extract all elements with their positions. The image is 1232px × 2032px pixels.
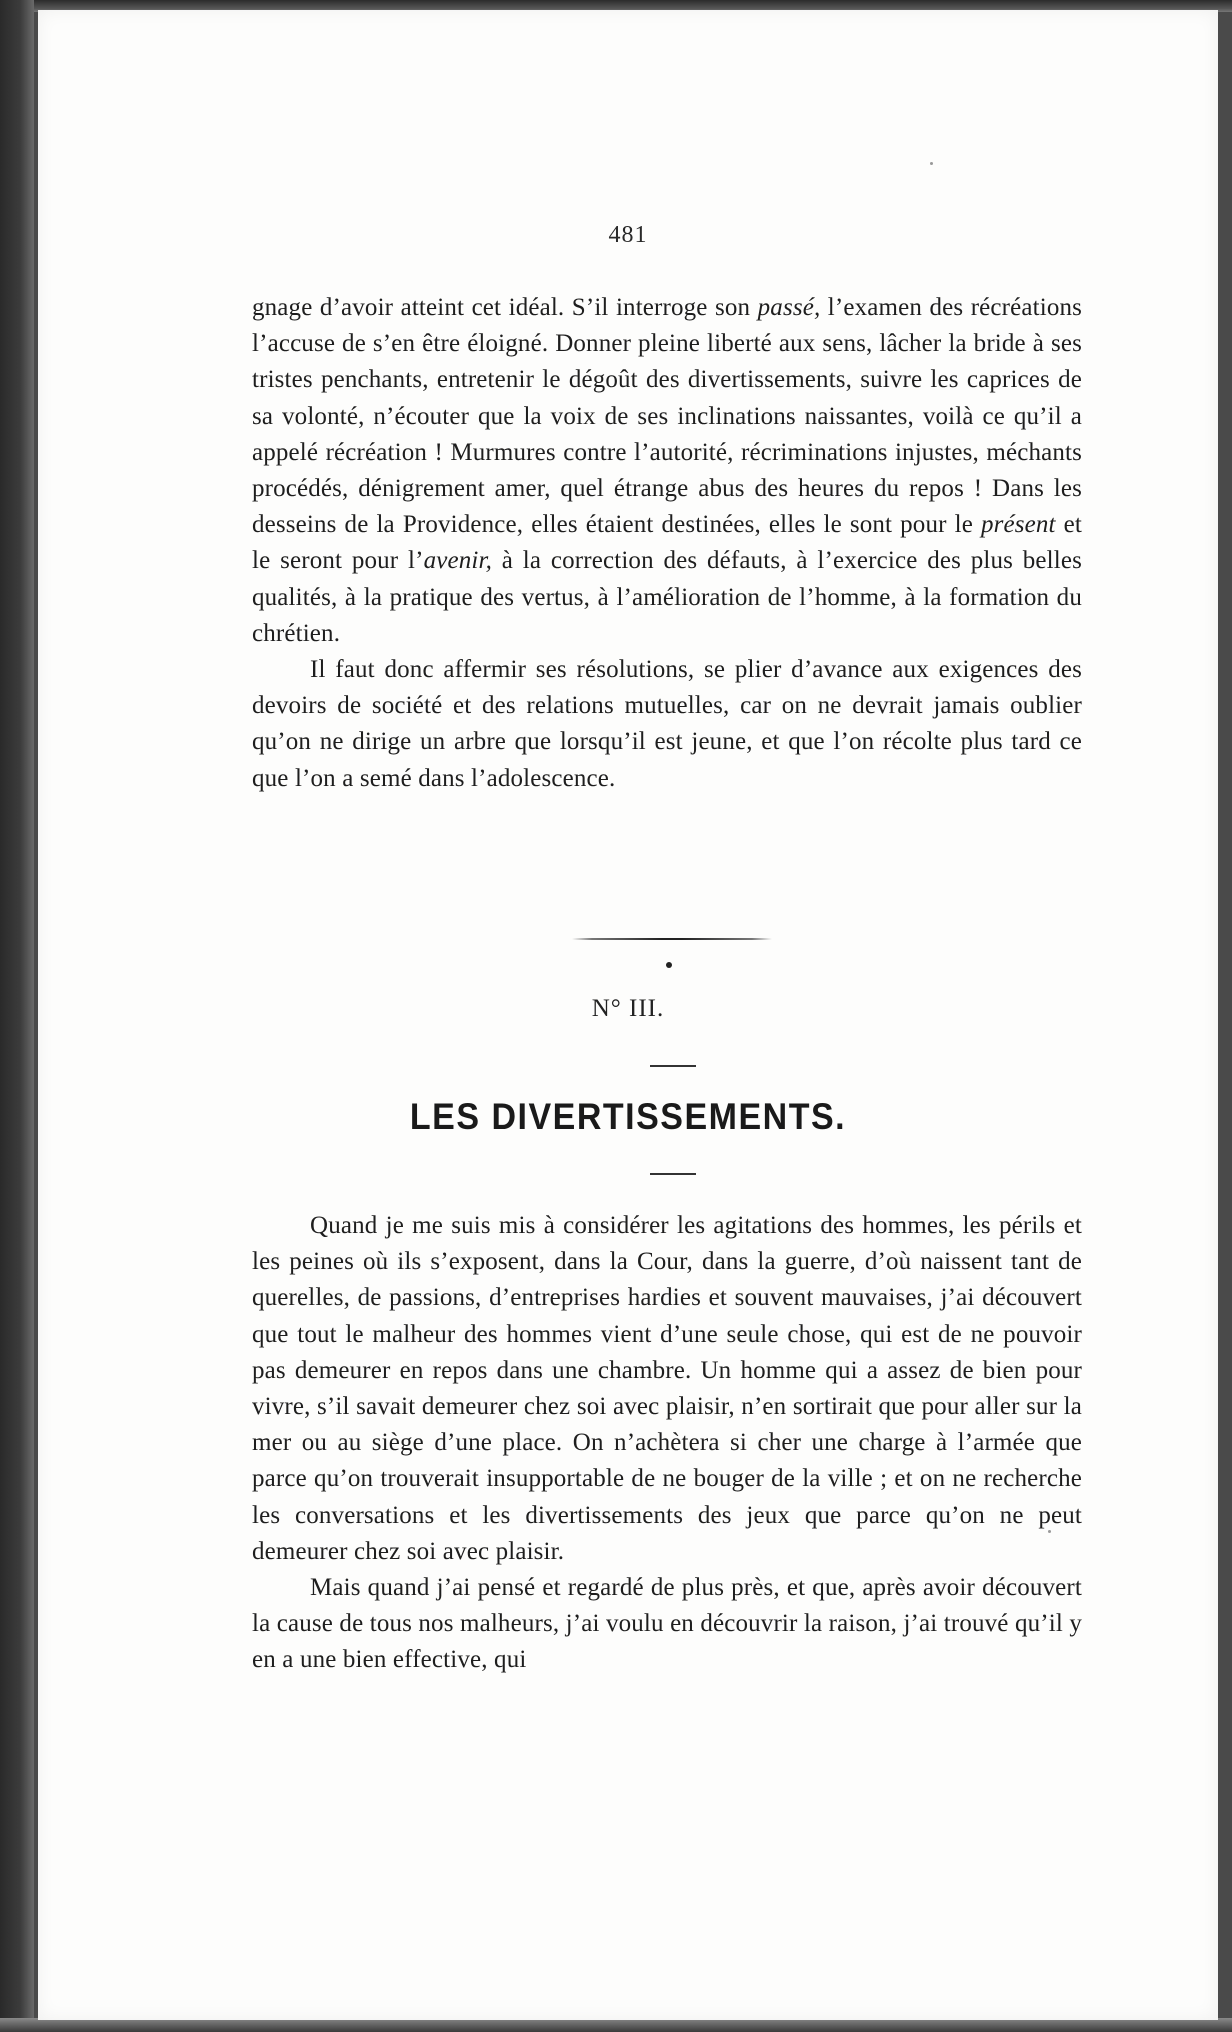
- body-paragraph-2: Mais quand j’ai pensé et regardé de plus près, et que, après avoir découvert la cause de tous nos malheurs, j’ai voulu en découvrir la raison, j’ai trouvé qu’il y en a une bien effective, qui: [252, 1574, 1082, 1674]
- section-title: LES DIVERTISSEMENTS.: [409, 1096, 847, 1138]
- emphasis-present: présent: [980, 511, 1056, 539]
- emphasis-passe: passé,: [757, 294, 821, 321]
- title-rule-top: [650, 1065, 696, 1067]
- emphasis-avenir: avenir,: [423, 547, 493, 575]
- intro-paragraph-2: Il faut donc affermir ses résolutions, se plier d’avance aux exigences des devoirs de société et des relations mutuelles, car on ne devrait jamais oublier qu’on ne dirige un arbre que lorsqu’il est jeune, et que l’on récolte plus tard ce que l’on a semé dans l’adolescence.: [252, 656, 1082, 792]
- section-ornament: [572, 930, 772, 970]
- body-paragraph-1: Quand je me suis mis à considérer les agitations des hommes, les périls et les peines où ils s’exposent, dans la Cour, dans la guerre, d’où naissent tant de querelles, de passions, d’entreprises hardies et souvent mauvaises, j’ai découvert que tout le malheur des hommes vient d’une seule chose, qui est de ne pouvoir pas demeurer en repos dans une chambre. Un homme qui a assez de bien pour vivre, s’il savait demeurer chez soi avec plaisir, n’en sortirait que pour aller sur la mer ou au siège d’une place. On n’achètera si cher une charge à l’armée que parce qu’on trouverait insupportable de ne bouger de la ville ; et on ne recherche les conversations et les divertissements des jeux que parce qu’on ne peut demeurer chez soi avec plaisir.: [252, 1212, 1082, 1565]
- text-run: et le seront pour l’: [252, 511, 1082, 575]
- book-binding-edge: [0, 0, 34, 2032]
- text-run: gnage d’avoir atteint cet idéal. S’il interroge son: [252, 294, 758, 321]
- section-number: N° III.: [591, 995, 665, 1022]
- scan-bottom-edge: [0, 2018, 1232, 2032]
- book-page: [38, 10, 1218, 2020]
- paper-speck: [930, 162, 933, 165]
- body-text: [252, 1208, 1082, 1679]
- title-rule-bottom: [650, 1173, 696, 1175]
- ornament-rule: [572, 938, 772, 940]
- ornament-dot: [666, 962, 672, 968]
- intro-text: [252, 290, 1082, 797]
- text-run: à la correction des défauts, à l’exercice des plus belles qualités, à la pratique des vertus, à l’amélioration de l’homme, à la formation du chrétien.: [252, 547, 1082, 647]
- intro-paragraph-1: [252, 290, 1082, 652]
- text-run: l’examen des récréations l’accuse de s’en être éloigné. Donner pleine liberté aux sens, lâcher la bride à ses tristes penchants, entretenir le dégoût des divertissements, suivre les caprices de sa volonté, n’écouter que la voix de ses inclinations naissantes, voilà ce qu’il a appelé récréation ! Murmures contre l’autorité, récriminations injustes, méchants procédés, dénigrement amer, quel étrange abus des heures du repos ! Dans les desseins de la Providence, elles étaient destinées, elles le sont pour le: [252, 294, 1082, 539]
- page-number: 481: [608, 222, 648, 248]
- paper-speck: [1048, 1530, 1051, 1533]
